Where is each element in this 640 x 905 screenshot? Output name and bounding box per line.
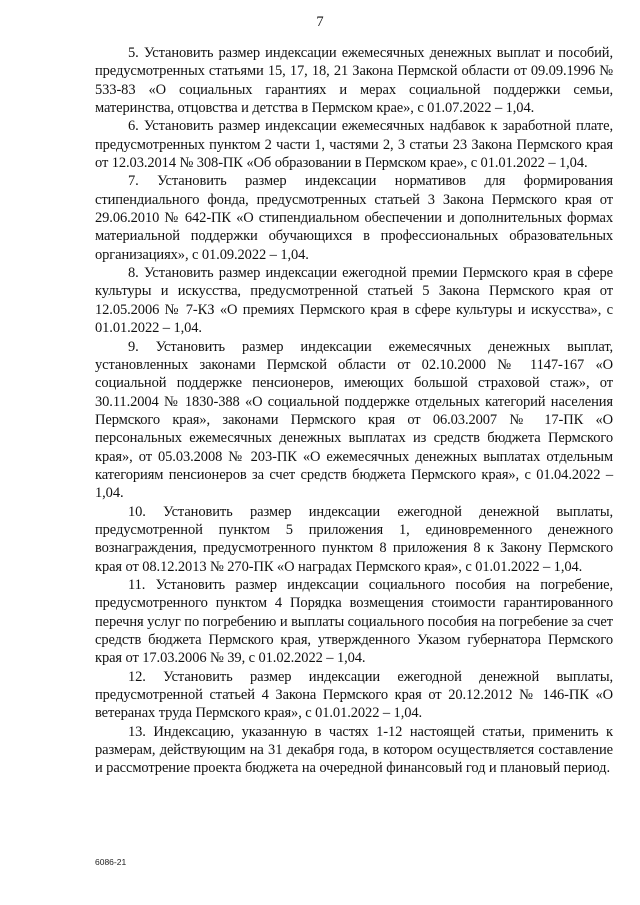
- paragraph-7: 7. Установить размер индексации нормативов для формирования стипендиального фонда, предусмотренных статьей 3 Закона Пермского края от 29.06.2010 № 642-ПК «О стипендиальном обеспечении и дополнительных формах материальной поддержки обучающихся в профессиональных образовательных организациях», с 01.09.2022 – 1,04.: [95, 173, 613, 263]
- page-number: 7: [316, 14, 324, 30]
- document-body: [95, 44, 613, 778]
- paragraph-10: 10. Установить размер индексации ежегодной денежной выплаты, предусмотренной пунктом 5 приложения 1, единовременного денежного вознаграждения, предусмотренного пунктом 8 приложения 8 к Закону Пермского края от 08.12.2013 № 270-ПК «О наградах Пермского края», с 01.01.2022 – 1,04.: [95, 503, 613, 575]
- paragraph-11: 11. Установить размер индексации социального пособия на погребение, предусмотренного пунктом 4 Порядка возмещения стоимости гарантированного перечня услуг по погребению и выплаты социального пособия на погребение за счет средств бюджета Пермского края, утвержденного Указом губернатора Пермского края от 17.03.2006 № 39, с 01.02.2022 – 1,04.: [95, 576, 613, 667]
- paragraph-6: 6. Установить размер индексации ежемесячных надбавок к заработной плате, предусмотренных пунктом 2 части 1, частями 2, 3 статьи 23 Закона Пермского края от 12.03.2014 № 308-ПК «Об образовании в Пермском крае», с 01.01.2022 – 1,04.: [95, 118, 613, 172]
- paragraph-9: 9. Установить размер индексации ежемесячных денежных выплат, установленных законами Пермской области от 02.10.2000 № 1147-167 «О социальной поддержке пенсионеров, имеющих большой страховой стаж», от 30.11.2004 № 1830-388 «О социальной поддержке отдельных категорий населения Пермского края», законами Пермского края от 06.03.2007 № 17-ПК «О персональных ежемесячных денежных выплатах из средств бюджета Пермского края», от 05.03.2008 № 203-ПК «О ежемесячных денежных выплатах отдельным категориям пенсионеров за счет средств бюджета Пермского края», с 01.04.2022 – 1,04.: [95, 338, 613, 502]
- paragraph-5: 5. Установить размер индексации ежемесячных денежных выплат и пособий, предусмотренных статьями 15, 17, 18, 21 Закона Пермской области от 09.09.1996 № 533-83 «О социальных гарантиях и мерах социальной поддержки семьи, материнства, отцовства и детства в Пермском крае», с 01.07.2022 – 1,04.: [95, 45, 613, 117]
- paragraph-13: 13. Индексацию, указанную в частях 1-12 настоящей статьи, применить к размерам, действующим на 31 декабря года, в котором осуществляется составление и рассмотрение проекта бюджета на очередной финансовый год и плановый период.: [95, 723, 613, 777]
- paragraph-12: 12. Установить размер индексации ежегодной денежной выплаты, предусмотренной статьей 4 Закона Пермского края от 20.12.2012 № 146-ПК «О ветеранах труда Пермского края», с 01.01.2022 – 1,04.: [95, 668, 613, 722]
- paragraph-8: 8. Установить размер индексации ежегодной премии Пермского края в сфере культуры и искусства, предусмотренной статьей 5 Закона Пермского края от 12.05.2006 № 7-КЗ «О премиях Пермского края в сфере культуры и искусства», с 01.01.2022 – 1,04.: [95, 265, 613, 337]
- document-code: 6086-21: [95, 857, 127, 867]
